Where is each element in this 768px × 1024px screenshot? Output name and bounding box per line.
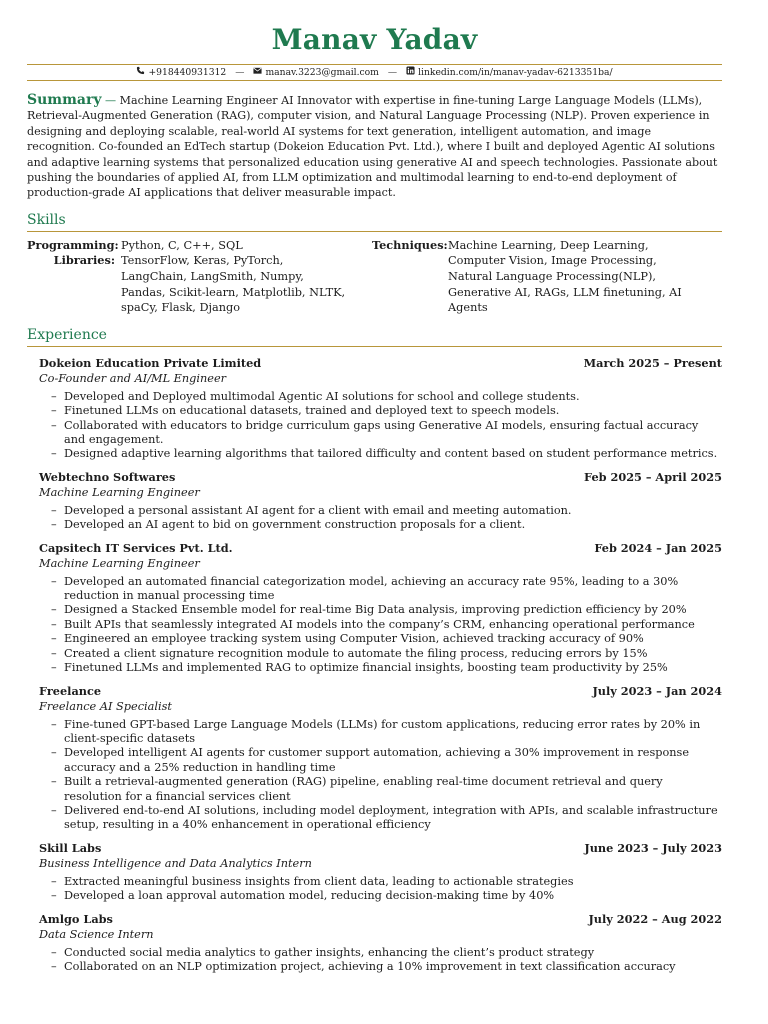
email-address: manav.3223@gmail.com: [265, 66, 379, 78]
job-header: [39, 470, 722, 485]
job-entry: [27, 841, 722, 904]
bullet-item: – Built a retrieval-augmented generation (RAG) pipeline, enabling real-time document retrieval and query resolution for a financial services client: [51, 775, 722, 804]
summary-section: [27, 93, 722, 201]
bullet-item: – Developed a personal assistant AI agent for a client with email and meeting automation.: [51, 504, 722, 518]
job-bullets: [51, 504, 722, 533]
job-header: [39, 541, 722, 556]
job-bullets: [51, 718, 722, 833]
skill-value: TensorFlow, Keras, PyTorch, LangChain, LangSmith, Numpy, Pandas, Scikit-learn, Matplotlib, NLTK, spaCy, Flask, Django: [121, 254, 346, 315]
summary-heading: Summary: [27, 92, 102, 108]
linkedin-url: linkedin.com/in/manav-yadav-6213351ba/: [418, 66, 613, 78]
job-header: [39, 912, 722, 927]
bullet-item: – Built APIs that seamlessly integrated AI models into the company’s CRM, enhancing operational performance: [51, 618, 722, 632]
bullet-item: – Designed a Stacked Ensemble model for real-time Big Data analysis, improving prediction efficiency by 20%: [51, 603, 722, 617]
bullet-item: – Collaborated on an NLP optimization project, achieving a 10% improvement in text classification accuracy: [51, 960, 722, 974]
bullet-item: – Finetuned LLMs and implemented RAG to optimize financial insights, boosting team productivity by 25%: [51, 661, 722, 675]
bullet-item: – Fine-tuned GPT-based Large Language Models (LLMs) for custom applications, reducing error rates by 20% in client-specific datasets: [51, 718, 722, 747]
bullet-item: – Collaborated with educators to bridge curriculum gaps using Generative AI models, ensuring factual accuracy and engagement.: [51, 419, 722, 448]
job-dates: Feb 2024 – Jan 2025: [594, 540, 722, 555]
candidate-name: Manav Yadav: [271, 23, 478, 56]
envelope-icon: [253, 66, 262, 79]
job-bullets: [51, 575, 722, 676]
skills-section: [27, 238, 722, 316]
job-header: [39, 841, 722, 856]
job-dates: Feb 2025 – April 2025: [584, 469, 722, 484]
bullet-item: – Conducted social media analytics to gather insights, enhancing the client’s product strategy: [51, 946, 722, 960]
contact-separator: —: [235, 66, 245, 78]
bullet-item: – Extracted meaningful business insights from client data, leading to actionable strategies: [51, 875, 722, 889]
job-bullets: [51, 875, 722, 904]
bullet-item: – Developed a loan approval automation model, reducing decision-making time by 40%: [51, 889, 722, 903]
experience-list: [27, 356, 722, 975]
bullet-item: – Developed and Deployed multimodal Agentic AI solutions for school and college students.: [51, 390, 722, 404]
bullet-item: – Finetuned LLMs on educational datasets, trained and deployed text to speech models.: [51, 404, 722, 418]
skills-left-column: [27, 238, 372, 316]
company-name: Freelance: [39, 683, 102, 698]
job-role: Machine Learning Engineer: [39, 485, 200, 499]
phone-icon: [136, 66, 145, 79]
company-name: Webtechno Softwares: [39, 469, 176, 484]
phone-number: +918440931312: [148, 66, 227, 78]
job-bullets: [51, 946, 722, 975]
phone-contact[interactable]: [136, 66, 226, 79]
skill-label: Libraries:: [53, 253, 115, 268]
job-entry: [27, 470, 722, 533]
summary-dash: —: [105, 94, 117, 107]
job-role: Freelance AI Specialist: [39, 699, 172, 713]
job-entry: [27, 541, 722, 676]
job-role: Data Science Intern: [39, 927, 154, 941]
skill-value: Machine Learning, Deep Learning, Computer Vision, Image Processing, Natural Language Processing(NLP), Generative AI, RAGs, LLM finetuning, AI Agents: [448, 238, 682, 315]
experience-heading: Experience: [27, 326, 722, 347]
bullet-item: – Developed intelligent AI agents for customer support automation, achieving a 30% improvement in response accuracy and a 25% reduction in handling time: [51, 746, 722, 775]
bullet-item: – Engineered an employee tracking system using Computer Vision, achieved tracking accuracy of 90%: [51, 632, 722, 646]
contact-bar: [27, 64, 722, 81]
job-header: [39, 356, 722, 371]
job-dates: July 2023 – Jan 2024: [592, 683, 722, 698]
job-entry: [27, 684, 722, 833]
contact-separator: —: [387, 66, 398, 78]
job-header: [39, 684, 722, 699]
linkedin-icon: [406, 66, 415, 79]
company-name: Amlgo Labs: [39, 911, 113, 926]
company-name: Capsitech IT Services Pvt. Ltd.: [39, 540, 233, 555]
skills-heading: Skills: [27, 211, 722, 232]
bullet-item: – Developed an automated financial categorization model, achieving an accuracy rate 95%, leading to a 30% reduction in manual processing time: [51, 575, 722, 604]
company-name: Skill Labs: [39, 840, 102, 855]
skill-label: Programming:: [27, 237, 119, 252]
job-dates: July 2022 – Aug 2022: [588, 911, 722, 926]
job-dates: March 2025 – Present: [583, 355, 722, 370]
job-entry: [27, 356, 722, 462]
job-role: Business Intelligence and Data Analytics Intern: [39, 856, 312, 870]
email-contact[interactable]: [253, 66, 378, 79]
linkedin-contact[interactable]: [406, 66, 612, 79]
bullet-item: – Developed an AI agent to bid on government construction proposals for a client.: [51, 518, 722, 532]
job-role: Machine Learning Engineer: [39, 556, 200, 570]
skill-label: Techniques:: [372, 237, 448, 252]
job-entry: [27, 912, 722, 975]
skill-value: Python, C, C++, SQL: [121, 238, 243, 252]
bullet-item: – Delivered end-to-end AI solutions, including model deployment, integration with APIs, and scalable infrastructure setup, resulting in a 40% enhancement in operational efficiency: [51, 804, 722, 833]
company-name: Dokeion Education Private Limited: [39, 355, 262, 370]
summary-text: Machine Learning Engineer AI Innovator with expertise in fine-tuning Large Language Models (LLMs), Retrieval-Augmented Generation (RAG), computer vision, and Natural Language Processing (NLP). Proven experience in designing and deploying scalable, real-world AI systems for text generation, intelligent automation, and image recognition. Co-founded an EdTech startup (Dokeion Education Pvt. Ltd.), where I built and deployed Agentic AI solutions and adaptive learning systems that personalized education using generative AI and speech technologies. Passionate about pushing the boundaries of applied AI, from LLM optimization and multimodal learning to end-to-end deployment of production-grade AI applications that deliver measurable impact.: [27, 94, 718, 200]
skills-right-column: [372, 238, 722, 316]
bullet-item: – Designed adaptive learning algorithms that tailored difficulty and content based on student performance metrics.: [51, 447, 722, 461]
bullet-item: – Created a client signature recognition module to automate the filing process, reducing errors by 15%: [51, 647, 722, 661]
job-bullets: [51, 390, 722, 462]
job-role: Co-Founder and AI/ML Engineer: [39, 371, 227, 385]
job-dates: June 2023 – July 2023: [584, 840, 722, 855]
